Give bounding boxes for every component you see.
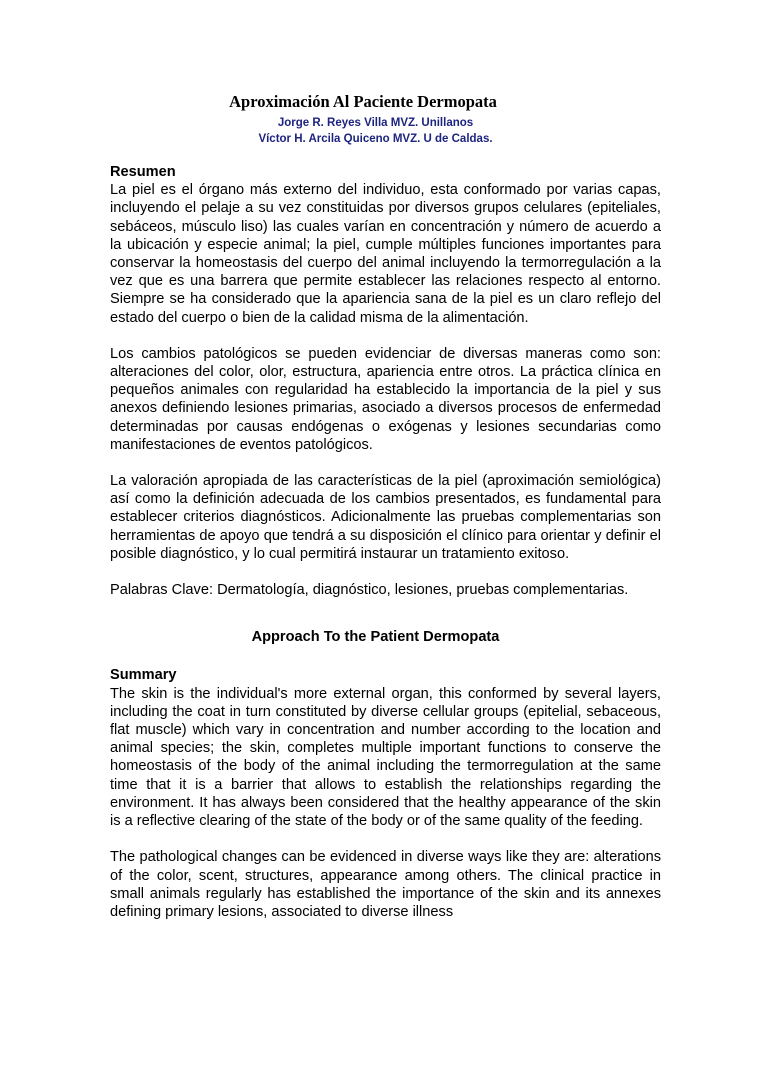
author-line: Víctor H. Arcila Quiceno MVZ. U de Caldas.	[258, 133, 493, 145]
resumen-heading: Resumen	[110, 164, 176, 180]
summary-heading: Summary	[110, 667, 177, 684]
resumen-paragraph: La valoración apropiada de las características de la piel (aproximación semiológica) así como la definición adecuada de los cambios presentados, es fundamental para establecer criterios diagnósticos. Adicionalmente las pruebas complementarias son herramientas de apoyo que tendrá a su disposición el clínico para orientar y definir el posible diagnóstico, y lo cual permitirá instaurar un tratamiento exitoso.	[110, 473, 661, 562]
author-block	[110, 115, 661, 147]
resumen-paragraph: Los cambios patológicos se pueden evidenciar de diversas maneras como son: alteraciones del color, olor, estructura, apariencia entre otros. La práctica clínica en pequeños animales con regularidad ha establecido la importancia de la piel y sus anexos definiendo lesiones primarias, asociado a diversos procesos de enfermedad determinadas por causas endógenas o exógenas y lesiones secundarias como manifestaciones de eventos patológicos.	[110, 345, 661, 453]
english-title: Approach To the Patient Dermopata	[251, 629, 500, 646]
keywords: Palabras Clave: Dermatología, diagnóstico, lesiones, pruebas complementarias.	[110, 582, 629, 599]
resumen-paragraph: La piel es el órgano más externo del individuo, esta conformado por varias capas, incluyendo el pelaje a su vez constituidas por diversos grupos celulares (epiteliales, sebáceos, músculo liso) las cuales varían en concentración y número de acuerdo a la ubicación y especie animal; la piel, cumple múltiples funciones importantes para conservar la homeostasis del cuerpo del animal incluyendo la termorregulación a la vez que es una barrera que permite establecer las relaciones respecto al entorno. Siempre se ha considerado que la apariencia sana de la piel es un claro reflejo del estado del cuerpo o bien de la calidad misma de la alimentación.	[110, 182, 661, 326]
author-line: Jorge R. Reyes Villa MVZ. Unillanos	[277, 117, 474, 129]
document-page	[110, 92, 661, 921]
summary-paragraph: The pathological changes can be evidenced in diverse ways like they are: alterations of the color, scent, structures, appearance among others. The clinical practice in small animals regularly has established the importance of the skin and its annexes defining primary lesions, associated to diverse illness	[110, 849, 661, 920]
paper-title: Aproximación Al Paciente Dermopata	[229, 92, 497, 111]
summary-paragraph: The skin is the individual's more external organ, this conformed by several layers, including the coat in turn constituted by diverse cellular groups (epitelial, sebaceous, flat muscle) which vary in concentration and number according to the location and animal species; the skin, completes multiple important functions to conserve the homeostasis of the body of the animal including the termorregulation at the same time that it is a barrier that allows to establish the relationships regarding the environment. It has always been considered that the healthy appearance of the skin is a reflective clearing of the state of the body or of the same quality of the feeding.	[110, 685, 661, 830]
